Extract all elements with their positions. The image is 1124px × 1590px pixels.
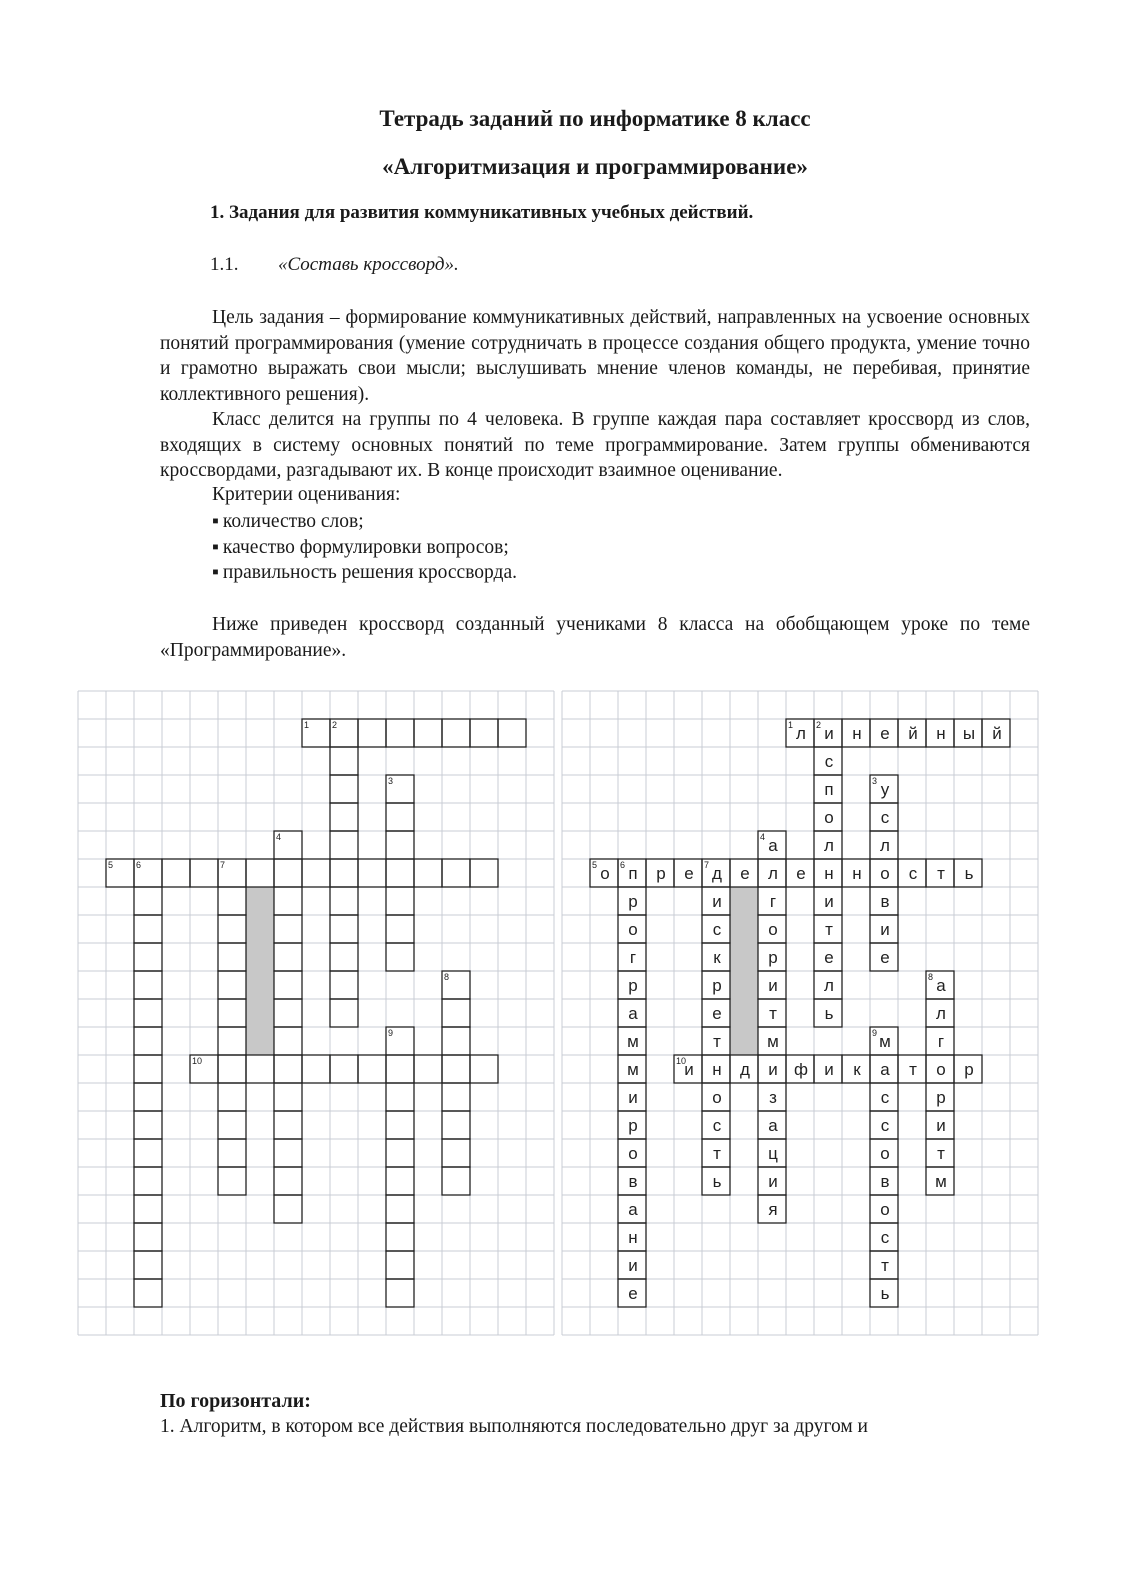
cell-letter: м xyxy=(627,1060,639,1079)
crossword-cell xyxy=(470,1055,498,1083)
crossword-cell xyxy=(134,1111,162,1139)
cell-letter: т xyxy=(769,1004,777,1023)
cell-letter: м xyxy=(879,1032,891,1051)
cell-letter: ь xyxy=(824,1004,834,1023)
cell-letter: о xyxy=(768,920,778,939)
cell-letter: ц xyxy=(768,1144,778,1163)
cell-letter: т xyxy=(881,1256,889,1275)
cell-letter: м xyxy=(767,1032,779,1051)
crossword-cell xyxy=(274,859,302,887)
crossword-cell xyxy=(162,859,190,887)
crossword-cell xyxy=(386,1223,414,1251)
crossword-cell xyxy=(302,859,330,887)
cell-letter: ф xyxy=(794,1060,808,1079)
crossword-cell xyxy=(386,1055,414,1083)
crossword-cell xyxy=(218,971,246,999)
cell-letter: о xyxy=(880,1144,890,1163)
cell-letter: е xyxy=(628,1284,638,1303)
crossword-cell xyxy=(218,1111,246,1139)
cell-letter: р xyxy=(628,1116,638,1135)
cell-letter: л xyxy=(936,1004,946,1023)
section-heading: 1. Задания для развития коммуникативных учебных действий. xyxy=(210,202,754,223)
cell-letter: и xyxy=(768,1060,778,1079)
cell-letter: и xyxy=(684,1060,694,1079)
criteria-item: ▪ качество формулировки вопросов; xyxy=(212,535,517,561)
cell-letter: о xyxy=(824,808,834,827)
cell-letter: с xyxy=(880,1116,890,1135)
cell-letter: к xyxy=(713,948,721,967)
cell-letter: т xyxy=(909,1060,917,1079)
cell-letter: о xyxy=(600,864,610,883)
crossword-cell xyxy=(134,887,162,915)
crossword-cell xyxy=(218,943,246,971)
cell-letter: о xyxy=(936,1060,946,1079)
crossword-cell xyxy=(134,1195,162,1223)
criteria-item: ▪ правильность решения кроссворда. xyxy=(212,560,517,586)
cell-letter: у xyxy=(880,780,890,799)
cell-letter: м xyxy=(627,1032,639,1051)
document-title: Тетрадь заданий по информатике 8 класс xyxy=(379,106,811,131)
cell-letter: и xyxy=(824,724,834,743)
criteria-item: ▪ количество слов; xyxy=(212,509,517,535)
cell-letter: и xyxy=(824,1060,834,1079)
cell-letter: п xyxy=(628,864,638,883)
cell-letter: е xyxy=(880,724,890,743)
cell-letter: м xyxy=(935,1172,947,1191)
groups-paragraph: Класс делится на группы по 4 человека. В группе каждая пара составляет кроссворд из слов, входящих в систему основных понятий по теме программирование. Затем группы обмениваются кроссвордами, разгадывают их. В конце происходит взаимное оценивание. xyxy=(160,409,1030,481)
cell-letter: л xyxy=(768,864,778,883)
clue-number: 5 xyxy=(592,860,598,870)
crossword-cell xyxy=(386,915,414,943)
crossword-cell xyxy=(442,1139,470,1167)
cell-letter: с xyxy=(880,808,890,827)
clue-number: 10 xyxy=(192,1056,203,1066)
crossword-cell xyxy=(386,1083,414,1111)
cell-letter: г xyxy=(769,892,777,911)
cell-letter: д xyxy=(712,864,722,883)
clue-number: 10 xyxy=(676,1056,687,1066)
clue-number: 5 xyxy=(108,860,114,870)
crossword-solved-grid xyxy=(562,691,1038,1335)
crossword-cell xyxy=(134,943,162,971)
crossword-cell xyxy=(134,1139,162,1167)
criteria-heading: Критерии оценивания: xyxy=(212,484,401,505)
cell-letter: л xyxy=(880,836,890,855)
cell-letter: с xyxy=(824,752,834,771)
crossword-cell xyxy=(470,719,498,747)
crossword-cell xyxy=(330,915,358,943)
clue-number: 3 xyxy=(388,776,394,786)
crossword-cell xyxy=(218,1083,246,1111)
cell-letter: т xyxy=(713,1144,721,1163)
cell-letter: л xyxy=(824,836,834,855)
cell-letter: и xyxy=(712,892,722,911)
cell-letter: р xyxy=(656,864,666,883)
cell-letter: й xyxy=(908,724,918,743)
crossword-cell xyxy=(218,999,246,1027)
crossword-cell xyxy=(218,887,246,915)
crossword-cell xyxy=(274,887,302,915)
cell-letter: ь xyxy=(880,1284,890,1303)
crossword-cell xyxy=(442,719,470,747)
crossword-cell xyxy=(134,999,162,1027)
crossword-cell xyxy=(442,1055,470,1083)
crossword-cell xyxy=(330,803,358,831)
subsection-name: «Составь кроссворд». xyxy=(278,254,459,275)
crossword-cell xyxy=(386,859,414,887)
cell-letter: и xyxy=(628,1256,638,1275)
crossword-cell xyxy=(134,1027,162,1055)
cell-letter: р xyxy=(936,1088,946,1107)
cell-letter: е xyxy=(740,864,750,883)
crossword-cell xyxy=(386,1139,414,1167)
crossword-cell xyxy=(134,1055,162,1083)
subsection-number: 1.1. xyxy=(210,254,239,275)
cell-letter: а xyxy=(880,1060,890,1079)
cell-letter: р xyxy=(628,976,638,995)
cell-letter: г xyxy=(629,948,637,967)
crossword-cell xyxy=(330,775,358,803)
crossword-cell xyxy=(134,971,162,999)
cell-letter: с xyxy=(880,1228,890,1247)
crossword-cell xyxy=(274,1055,302,1083)
cell-letter: а xyxy=(628,1004,638,1023)
goal-paragraph: Цель задания – формирование коммуникативных действий, направленных на усвоение основных понятий программирования (умение сотрудничать в процессе создания общего продукта, умение точно и грамотно выражать свои мысли; выслушивать мнение членов команды, не перебивая, принятие коллективного решения). xyxy=(160,307,1030,405)
crossword-cell xyxy=(274,1139,302,1167)
cell-letter: п xyxy=(824,780,834,799)
clue-number: 4 xyxy=(276,832,282,842)
cell-letter: ы xyxy=(962,724,976,743)
cell-letter: в xyxy=(628,1172,638,1191)
crossword-cell xyxy=(274,943,302,971)
horizontal-clue-item: 1. Алгоритм, в котором все действия выполняются последовательно друг за другом и xyxy=(160,1416,868,1437)
cell-letter: н xyxy=(936,724,946,743)
document-subtitle: «Алгоритмизация и программирование» xyxy=(382,154,808,179)
crossword-cell xyxy=(218,1055,246,1083)
crossword-cell xyxy=(218,1167,246,1195)
cell-letter: е xyxy=(684,864,694,883)
cell-letter: с xyxy=(880,1088,890,1107)
cell-letter: е xyxy=(712,1004,722,1023)
crossword-cell xyxy=(274,971,302,999)
cell-letter: ь xyxy=(964,864,974,883)
crossword-cell xyxy=(330,999,358,1027)
crossword-cell xyxy=(330,887,358,915)
crossword-cell xyxy=(386,831,414,859)
shaded-cells xyxy=(246,887,274,1055)
crossword-cell xyxy=(218,1027,246,1055)
crossword-cell xyxy=(274,1195,302,1223)
crossword-blank-grid xyxy=(78,691,554,1335)
crossword-cell xyxy=(218,915,246,943)
cell-letter: н xyxy=(824,864,834,883)
clue-number: 4 xyxy=(760,832,766,842)
cell-letter: и xyxy=(768,1172,778,1191)
crossword-cell xyxy=(330,747,358,775)
crossword-cell xyxy=(386,719,414,747)
cell-letter: а xyxy=(768,1116,778,1135)
crossword-cell xyxy=(442,1027,470,1055)
cell-letter: р xyxy=(628,892,638,911)
clue-number: 1 xyxy=(788,720,794,730)
cell-letter: н xyxy=(628,1228,638,1247)
crossword-cell xyxy=(274,1111,302,1139)
clue-number: 8 xyxy=(928,972,934,982)
cell-letter: е xyxy=(880,948,890,967)
cell-letter: т xyxy=(937,864,945,883)
clue-number: 8 xyxy=(444,972,450,982)
crossword-cell xyxy=(330,943,358,971)
cell-letter: с xyxy=(712,1116,722,1135)
cell-letter: н xyxy=(852,724,862,743)
crossword-cell xyxy=(218,1139,246,1167)
cell-letter: р xyxy=(712,976,722,995)
shaded-cells xyxy=(730,887,758,1055)
crossword-cell xyxy=(330,831,358,859)
crossword-cell xyxy=(386,943,414,971)
crossword-cell xyxy=(134,1279,162,1307)
crossword-cell xyxy=(246,1055,274,1083)
crossword-cell xyxy=(414,719,442,747)
cell-letter: й xyxy=(992,724,1002,743)
cell-letter: ь xyxy=(712,1172,722,1191)
crossword-cell xyxy=(386,1251,414,1279)
cell-letter: о xyxy=(880,864,890,883)
cell-letter: т xyxy=(825,920,833,939)
crossword-cell xyxy=(246,859,274,887)
clue-number: 3 xyxy=(872,776,878,786)
cell-letter: в xyxy=(880,1172,890,1191)
crossword-cell xyxy=(386,1111,414,1139)
cell-letter: о xyxy=(712,1088,722,1107)
crossword-cell xyxy=(134,1083,162,1111)
cell-letter: н xyxy=(852,864,862,883)
cell-letter: л xyxy=(824,976,834,995)
cell-letter: я xyxy=(768,1200,778,1219)
cell-letter: н xyxy=(712,1060,722,1079)
crossword-cell xyxy=(442,999,470,1027)
clue-number: 7 xyxy=(704,860,710,870)
cell-letter: р xyxy=(964,1060,974,1079)
crossword-cell xyxy=(358,719,386,747)
crossword-cell xyxy=(330,1055,358,1083)
cell-letter: д xyxy=(740,1060,750,1079)
crossword-cell xyxy=(470,859,498,887)
cell-letter: о xyxy=(628,920,638,939)
clue-number: 6 xyxy=(620,860,626,870)
cell-letter: т xyxy=(937,1144,945,1163)
crossword-cell xyxy=(358,859,386,887)
crossword-cell xyxy=(134,1251,162,1279)
cell-letter: и xyxy=(824,892,834,911)
crossword-cell xyxy=(274,915,302,943)
cell-letter: г xyxy=(937,1032,945,1051)
cell-letter: с xyxy=(908,864,918,883)
crossword-cell xyxy=(386,1167,414,1195)
crossword-cell xyxy=(330,859,358,887)
clue-number: 1 xyxy=(304,720,310,730)
crossword-cell xyxy=(190,859,218,887)
clue-number: 6 xyxy=(136,860,142,870)
crossword-cell xyxy=(442,1083,470,1111)
cell-letter: а xyxy=(936,976,946,995)
cell-letter: о xyxy=(628,1144,638,1163)
crossword-cell xyxy=(274,1167,302,1195)
cell-letter: с xyxy=(712,920,722,939)
crossword-cell xyxy=(386,1279,414,1307)
cell-letter: а xyxy=(768,836,778,855)
crossword-cell xyxy=(498,719,526,747)
crossword-cell xyxy=(302,1055,330,1083)
cell-letter: и xyxy=(628,1088,638,1107)
crossword-cell xyxy=(386,803,414,831)
cell-letter: р xyxy=(768,948,778,967)
cell-letter: к xyxy=(853,1060,861,1079)
cell-letter: з xyxy=(769,1088,777,1107)
crossword-cell xyxy=(330,971,358,999)
clue-number: 7 xyxy=(220,860,226,870)
cell-letter: и xyxy=(936,1116,946,1135)
cell-letter: и xyxy=(768,976,778,995)
crossword-cell xyxy=(134,1167,162,1195)
cell-letter: а xyxy=(628,1200,638,1219)
cell-letter: л xyxy=(796,724,806,743)
crossword-cell xyxy=(442,1167,470,1195)
cell-letter: о xyxy=(880,1200,890,1219)
crossword-cell xyxy=(274,1027,302,1055)
cell-letter: и xyxy=(880,920,890,939)
crossword-cell xyxy=(134,1223,162,1251)
cell-letter: е xyxy=(824,948,834,967)
clue-number: 2 xyxy=(816,720,822,730)
crossword-cell xyxy=(274,999,302,1027)
clue-number: 9 xyxy=(388,1028,394,1038)
intro-paragraph: Ниже приведен кроссворд созданный учениками 8 класса на обобщающем уроке по теме «Программирование». xyxy=(160,614,1030,661)
crossword-cell xyxy=(442,1111,470,1139)
clue-number: 9 xyxy=(872,1028,878,1038)
cell-letter: в xyxy=(880,892,890,911)
crossword-cell xyxy=(414,1055,442,1083)
crossword-cell xyxy=(274,1083,302,1111)
crossword-cell xyxy=(358,1055,386,1083)
cell-letter: т xyxy=(713,1032,721,1051)
crossword-cell xyxy=(134,915,162,943)
crossword-cell xyxy=(414,859,442,887)
crossword-cell xyxy=(386,887,414,915)
crossword-cell xyxy=(442,859,470,887)
horizontal-clues-heading: По горизонтали: xyxy=(160,1390,311,1412)
cell-letter: е xyxy=(796,864,806,883)
clue-number: 2 xyxy=(332,720,338,730)
crossword-cell xyxy=(386,1195,414,1223)
